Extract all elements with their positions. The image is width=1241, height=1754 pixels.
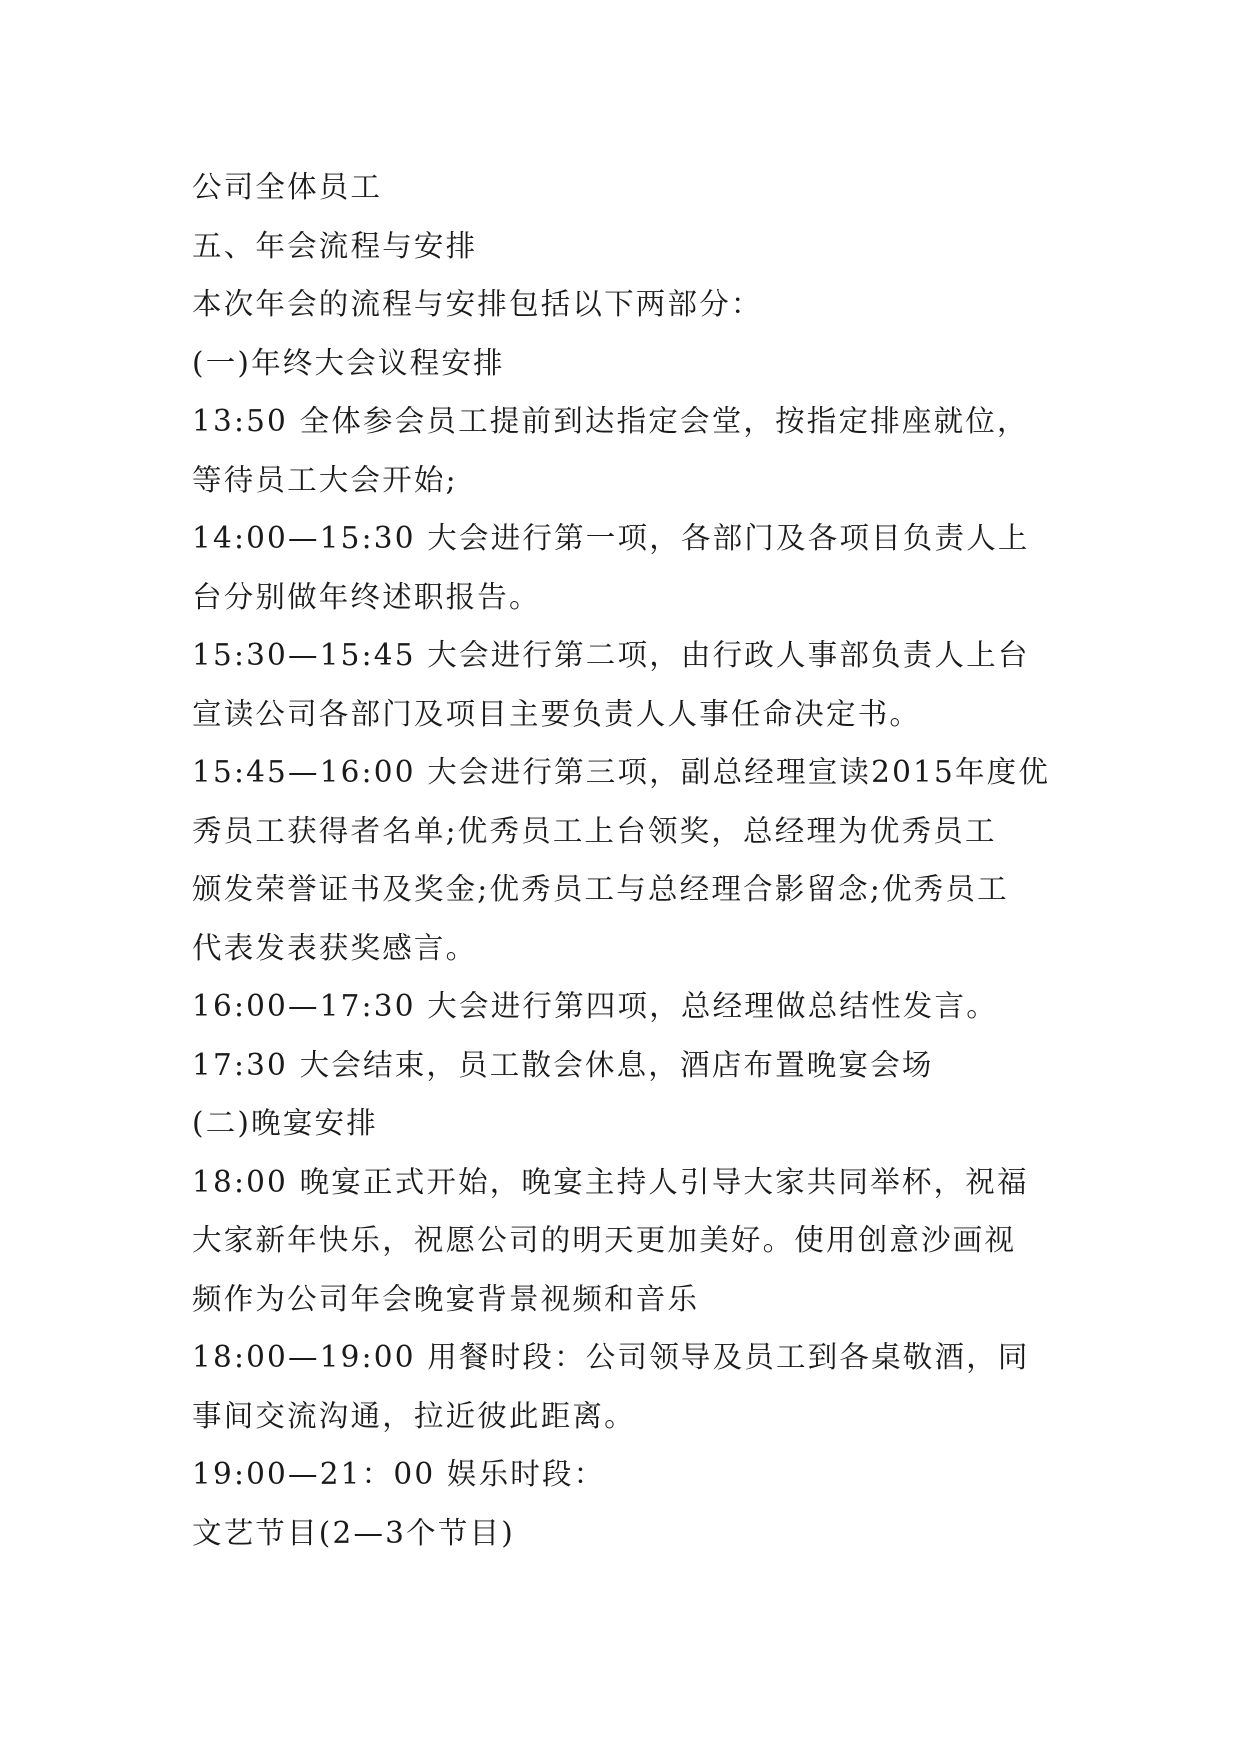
text-line: 等待员工大会开始; (192, 462, 458, 497)
section-heading: 五、年会流程与安排 (192, 228, 478, 263)
text-line: 18:00 晚宴正式开始，晚宴主持人引导大家共同举杯，祝福 (192, 1164, 1029, 1199)
document-body (192, 158, 1072, 1562)
text-line: 18:00—19:00 用餐时段：公司领导及员工到各桌敬酒，同 (192, 1340, 1030, 1374)
text-line: 文艺节目(2—3个节目) (192, 1515, 515, 1550)
text-line: 19:00—21：00 娱乐时段： (192, 1457, 606, 1491)
subsection-heading: (一)年终大会议程安排 (192, 345, 505, 380)
text-line: 公司全体员工 (192, 170, 383, 204)
text-line: 16:00—17:30 大会进行第四项，总经理做总结性发言。 (192, 989, 998, 1023)
text-line: 大家新年快乐，祝愿公司的明天更加美好。使用创意沙画视 (192, 1223, 1017, 1257)
text-line: 本次年会的流程与安排包括以下两部分： (192, 287, 763, 321)
text-line: 秀员工获得者名单;优秀员工上台领奖，总经理为优秀员工 (192, 813, 997, 848)
text-line: 事间交流沟通，拉近彼此距离。 (192, 1398, 636, 1433)
text-line: 宣读公司各部门及项目主要负责人人事任命决定书。 (192, 696, 922, 731)
text-line: 颁发荣誉证书及奖金;优秀员工与总经理合影留念;优秀员工 (192, 872, 1009, 906)
text-line: 15:45—16:00 大会进行第三项，副总经理宣读2015年度优 (192, 755, 1051, 789)
text-line: 15:30—15:45 大会进行第二项，由行政人事部负责人上台 (192, 638, 1030, 672)
text-line: 频作为公司年会晚宴背景视频和音乐 (192, 1281, 700, 1316)
text-line: 17:30 大会结束，员工散会休息，酒店布置晚宴会场 (192, 1047, 934, 1082)
subsection-heading: (二)晚宴安排 (192, 1106, 378, 1140)
text-line: 14:00—15:30 大会进行第一项，各部门及各项目负责人上 (192, 521, 1030, 555)
text-line: 代表发表获奖感言。 (192, 930, 478, 965)
text-line: 13:50 全体参会员工提前到达指定会堂，按指定排座就位， (192, 404, 1029, 438)
text-line: 台分别做年终述职报告。 (192, 579, 541, 614)
